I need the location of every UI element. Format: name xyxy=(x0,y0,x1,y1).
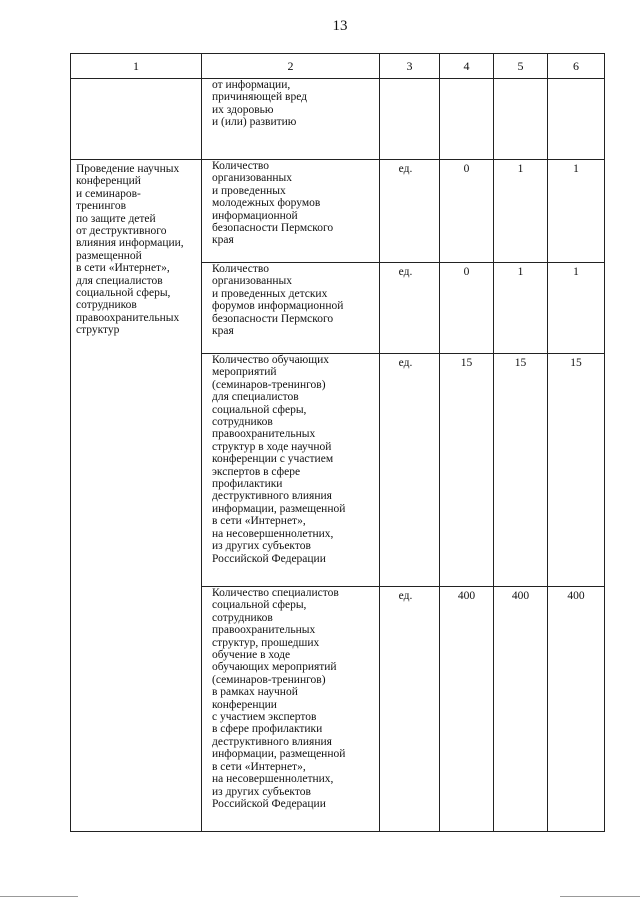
indicator-cell xyxy=(202,160,380,263)
unit-cell xyxy=(380,160,440,263)
page-number: 13 xyxy=(332,18,348,34)
indicator-text: Количество организованных и проведенных детских форумов информационной безопасности Пермского края xyxy=(212,263,344,338)
value-col-6: 400 xyxy=(567,590,585,602)
unit-cell xyxy=(380,354,440,587)
header-col-3: 3 xyxy=(380,54,440,79)
unit-cell xyxy=(380,587,440,832)
continuation-indicator-cell xyxy=(202,79,380,160)
value-cell xyxy=(440,354,494,587)
header-col-6: 6 xyxy=(548,54,605,79)
activity-text: Проведение научных конференций и семинаров- тренингов по защите детей от деструктивного влияния информации, размещенной в сети «Интернет», для специалистов социальной сферы, сотрудников правоохранительных структур xyxy=(76,163,184,337)
continuation-unit-cell xyxy=(380,79,440,160)
value-col-4: 0 xyxy=(463,163,470,175)
value-col-6: 1 xyxy=(573,163,579,175)
table-row xyxy=(71,160,605,263)
value-col-4: 0 xyxy=(463,266,470,278)
unit-cell xyxy=(380,263,440,354)
scan-artifact-line xyxy=(0,896,78,897)
value-cell xyxy=(548,160,605,263)
value-cell xyxy=(440,263,494,354)
header-row xyxy=(71,54,605,79)
indicator-cell xyxy=(202,587,380,832)
value-col-6: 15 xyxy=(570,357,582,369)
value-cell xyxy=(440,160,494,263)
continuation-v5-cell xyxy=(494,79,548,160)
value-cell xyxy=(548,587,605,832)
header-col-2: 2 xyxy=(202,54,380,79)
indicator-text: Количество обучающих мероприятий (семинаров-тренингов) для специалистов социальной сферы, сотрудников правоохранительных структур в ходе научной конференции с участием экспертов в сфере профилактики деструктивного влияния информации, размещенной в сети «Интернет», на несовершеннолетних, из других субъектов Российской Федерации xyxy=(212,354,346,565)
value-cell xyxy=(494,587,548,832)
continuation-indicator-text: от информации, причиняющей вред их здоровью и (или) развитию xyxy=(212,79,308,129)
indicator-cell xyxy=(202,263,380,354)
value-cell xyxy=(440,587,494,832)
header-col-4: 4 xyxy=(440,54,494,79)
value-col-5: 400 xyxy=(511,590,530,602)
value-col-4: 15 xyxy=(460,357,473,369)
value-cell xyxy=(548,263,605,354)
value-col-5: 1 xyxy=(517,163,524,175)
value-col-4: 400 xyxy=(457,590,476,602)
indicator-text: Количество организованных и проведенных молодежных форумов информационной безопасности Пермского края xyxy=(212,160,334,247)
value-cell xyxy=(494,354,548,587)
scan-artifact-line xyxy=(560,896,640,897)
indicator-text: Количество специалистов социальной сферы, сотрудников правоохранительных структур, прошедших обучение в ходе обучающих мероприятий (семинаров-тренингов) в рамках научной конференции с участием экспертов в сфере профилактики деструктивного влияния информации, размещенной в сети «Интернет», на несовершеннолетних, из других субъектов Российской Федерации xyxy=(212,587,346,810)
indicator-cell xyxy=(202,354,380,587)
continuation-v6-cell xyxy=(548,79,605,160)
value-cell xyxy=(494,160,548,263)
indicators-table xyxy=(70,53,605,832)
continuation-activity-cell xyxy=(71,79,202,160)
value-col-5: 1 xyxy=(517,266,524,278)
continuation-row xyxy=(71,79,605,160)
unit-value: ед. xyxy=(398,163,413,175)
value-cell xyxy=(548,354,605,587)
header-col-1: 1 xyxy=(71,54,202,79)
value-col-5: 15 xyxy=(514,357,527,369)
activity-cell xyxy=(71,160,202,832)
unit-value: ед. xyxy=(398,357,413,369)
value-col-6: 1 xyxy=(573,266,579,278)
unit-value: ед. xyxy=(398,266,413,278)
unit-value: ед. xyxy=(398,590,413,602)
value-cell xyxy=(494,263,548,354)
header-col-5: 5 xyxy=(494,54,548,79)
continuation-v4-cell xyxy=(440,79,494,160)
